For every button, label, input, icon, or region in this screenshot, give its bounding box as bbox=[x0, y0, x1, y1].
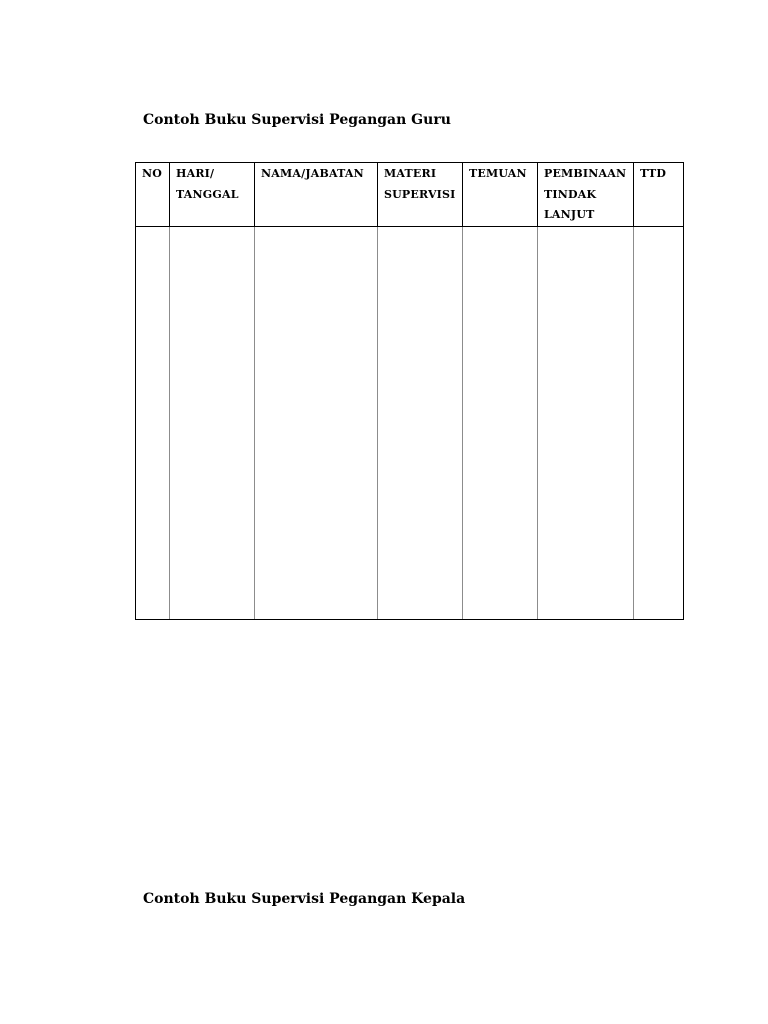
supervisi-table bbox=[135, 162, 684, 620]
col-header-nama-jabatan bbox=[255, 163, 378, 227]
col-header-line: TEMUAN bbox=[469, 167, 527, 180]
table-cell bbox=[170, 226, 255, 619]
table-cell bbox=[136, 226, 170, 619]
table-cell bbox=[538, 226, 634, 619]
table-header-row bbox=[136, 163, 684, 227]
col-header-no bbox=[136, 163, 170, 227]
heading-supervisi-kepala: Contoh Buku Supervisi Pegangan Kepala bbox=[143, 891, 466, 907]
col-header-line: NO bbox=[142, 167, 163, 180]
table-cell bbox=[255, 226, 378, 619]
col-header-temuan bbox=[463, 163, 538, 227]
col-header-hari-tanggal bbox=[170, 163, 255, 227]
col-header-materi-supervisi bbox=[378, 163, 463, 227]
col-header-line: LANJUT bbox=[544, 208, 595, 221]
heading-supervisi-guru: Contoh Buku Supervisi Pegangan Guru bbox=[143, 112, 451, 128]
col-header-line: TANGGAL bbox=[176, 187, 239, 201]
col-header-line: PEMBINAAN bbox=[544, 167, 627, 180]
col-header-pembinaan-tindak-lanjut bbox=[538, 163, 634, 227]
col-header-line: HARI/ bbox=[176, 167, 215, 180]
table-cell bbox=[634, 226, 684, 619]
col-header-line: SUPERVISI bbox=[384, 187, 456, 201]
table-cell bbox=[378, 226, 463, 619]
col-header-line: NAMA/JABATAN bbox=[261, 167, 364, 180]
col-header-line: TINDAK bbox=[544, 187, 597, 201]
col-header-line: TTD bbox=[640, 167, 667, 180]
table-cell bbox=[463, 226, 538, 619]
col-header-line: MATERI bbox=[384, 167, 437, 180]
table-row bbox=[136, 226, 684, 619]
col-header-ttd bbox=[634, 163, 684, 227]
